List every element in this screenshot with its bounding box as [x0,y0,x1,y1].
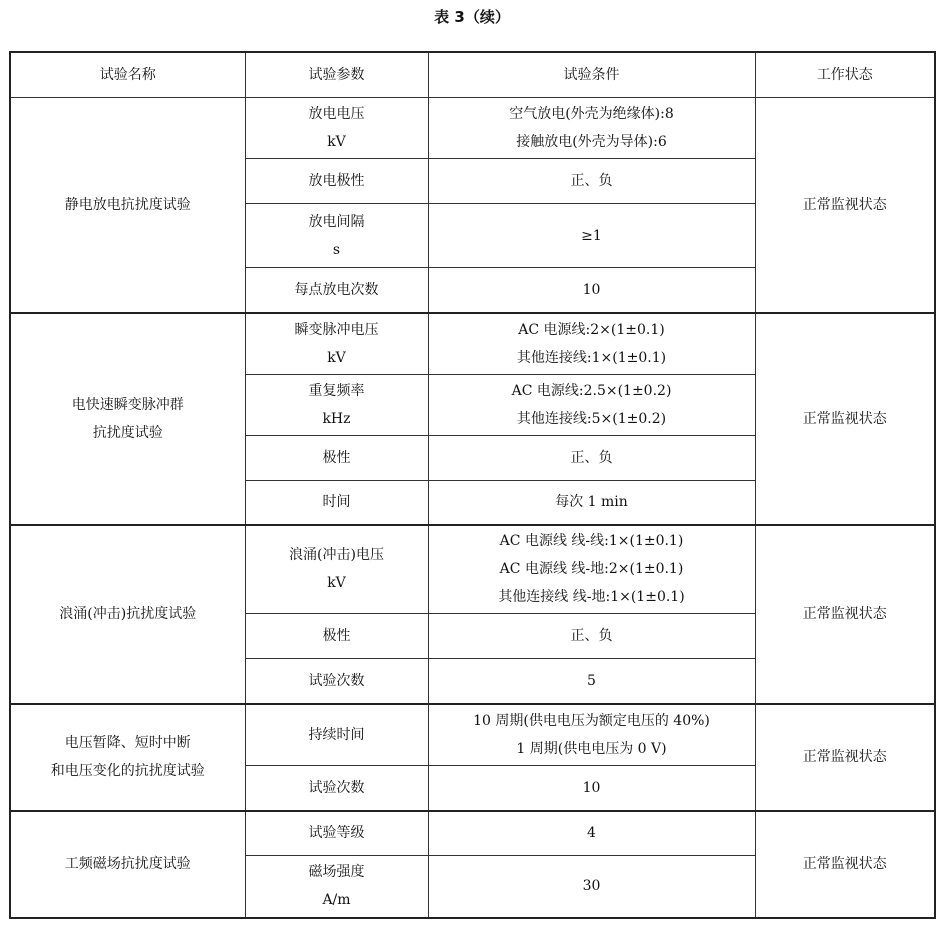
test-name-cell [10,704,245,811]
working-state-cell: 正常监视状态 [755,525,935,704]
test-condition-cell [428,614,755,659]
working-state-cell: 正常监视状态 [755,98,935,313]
table-body [10,98,935,918]
test-parameter-cell [245,525,428,614]
test-condition-cell [428,204,755,268]
table-caption: 表 3（续） [434,8,510,26]
header-row [10,52,935,98]
parameter-line: kHz [322,411,351,427]
test-parameter-cell [245,204,428,268]
test-condition-cell [428,268,755,313]
parameter-line: 极性 [322,450,351,466]
parameter-line: 磁场强度 [308,864,365,881]
working-state-cell: 正常监视状态 [755,704,935,811]
condition-line: 每次 1 min [555,494,628,511]
condition-line: 1 周期(供电电压为 0 V) [516,740,667,757]
test-condition-cell [428,525,755,614]
parameter-line: 时间 [322,494,351,511]
test-name-line: 浪涌(冲击)抗扰度试验 [59,606,197,622]
test-parameter-cell [245,313,428,375]
test-name-line: 静电放电抗扰度试验 [64,196,191,213]
parameter-line: kV [327,575,346,592]
parameter-line: 重复频率 [308,383,365,399]
test-name-cell [10,313,245,525]
condition-line: 10 [582,779,601,796]
test-parameter-cell [245,98,428,159]
parameter-line: kV [327,349,346,366]
condition-line: 10 周期(供电电压为额定电压的 40%) [473,712,710,729]
parameter-line: kV [327,134,346,150]
test-name-line: 抗扰度试验 [92,424,163,441]
table-row [10,704,935,766]
test-parameter-cell [245,159,428,204]
test-parameter-cell [245,436,428,481]
parameter-line: A/m [322,892,351,909]
condition-line: 正、负 [570,173,613,189]
parameter-line: 极性 [322,628,351,644]
test-parameter-cell [245,856,428,918]
test-condition-cell [428,811,755,856]
test-condition-cell [428,98,755,159]
parameter-line: 浪涌(冲击)电压 [289,547,384,564]
test-parameter-cell [245,766,428,811]
condition-line: AC 电源线:2×(1±0.1) [518,321,665,338]
test-name-line: 和电压变化的抗扰度试验 [50,763,205,779]
test-parameter-cell [245,704,428,766]
header-working-state: 工作状态 [755,52,935,98]
condition-line: 空气放电(外壳为绝缘体):8 [509,106,674,122]
condition-line: 5 [587,672,596,689]
test-parameter-cell [245,811,428,856]
test-condition-cell [428,375,755,436]
parameter-line: 每点放电次数 [294,281,379,298]
test-parameter-cell [245,481,428,525]
condition-line: 30 [582,878,601,895]
condition-line: 接触放电(外壳为导体):6 [516,134,667,150]
parameter-line: 放电间隔 [308,213,365,230]
test-name-line: 电快速瞬变脉冲群 [71,396,184,413]
test-name-cell [10,525,245,704]
parameter-line: 试验等级 [308,825,365,842]
working-state-cell: 正常监视状态 [755,313,935,525]
test-parameter-cell [245,614,428,659]
parameter-line: s [332,241,341,258]
test-condition-cell [428,313,755,375]
test-parameter-cell [245,375,428,436]
condition-line: ≥1 [581,227,602,244]
table-row [10,525,935,614]
test-condition-cell [428,436,755,481]
header-test-name: 试验名称 [10,52,245,98]
parameter-line: 试验次数 [308,779,365,796]
test-name-cell [10,811,245,918]
test-name-line: 电压暂降、短时中断 [64,735,191,751]
condition-line: 正、负 [570,628,613,644]
test-condition-cell [428,481,755,525]
working-state-cell: 正常监视状态 [755,811,935,918]
header-test-condition: 试验条件 [428,52,755,98]
test-condition-cell [428,856,755,918]
condition-line: 4 [587,825,596,842]
condition-line: 10 [582,281,601,298]
parameter-line: 放电电压 [308,106,365,122]
condition-line: AC 电源线 线-线:1×(1±0.1) [499,533,684,550]
test-parameter-cell [245,268,428,313]
test-condition-cell [428,159,755,204]
condition-line: 其他连接线:5×(1±0.2) [516,411,667,427]
test-spec-table [9,51,936,919]
test-condition-cell [428,766,755,811]
table-row [10,811,935,856]
test-condition-cell [428,704,755,766]
condition-line: AC 电源线 线-地:2×(1±0.1) [499,561,684,578]
condition-line: 其他连接线 线-地:1×(1±0.1) [498,589,685,606]
parameter-line: 试验次数 [308,672,365,689]
test-name-line: 工频磁场抗扰度试验 [64,856,191,872]
parameter-line: 持续时间 [308,726,365,743]
table-row [10,313,935,375]
condition-line: AC 电源线:2.5×(1±0.2) [511,383,672,399]
condition-line: 正、负 [570,450,613,466]
parameter-line: 放电极性 [308,173,365,189]
table-row [10,98,935,159]
header-test-parameter: 试验参数 [245,52,428,98]
test-condition-cell [428,659,755,704]
test-parameter-cell [245,659,428,704]
test-name-cell [10,98,245,313]
parameter-line: 瞬变脉冲电压 [294,321,379,338]
condition-line: 其他连接线:1×(1±0.1) [516,349,667,366]
